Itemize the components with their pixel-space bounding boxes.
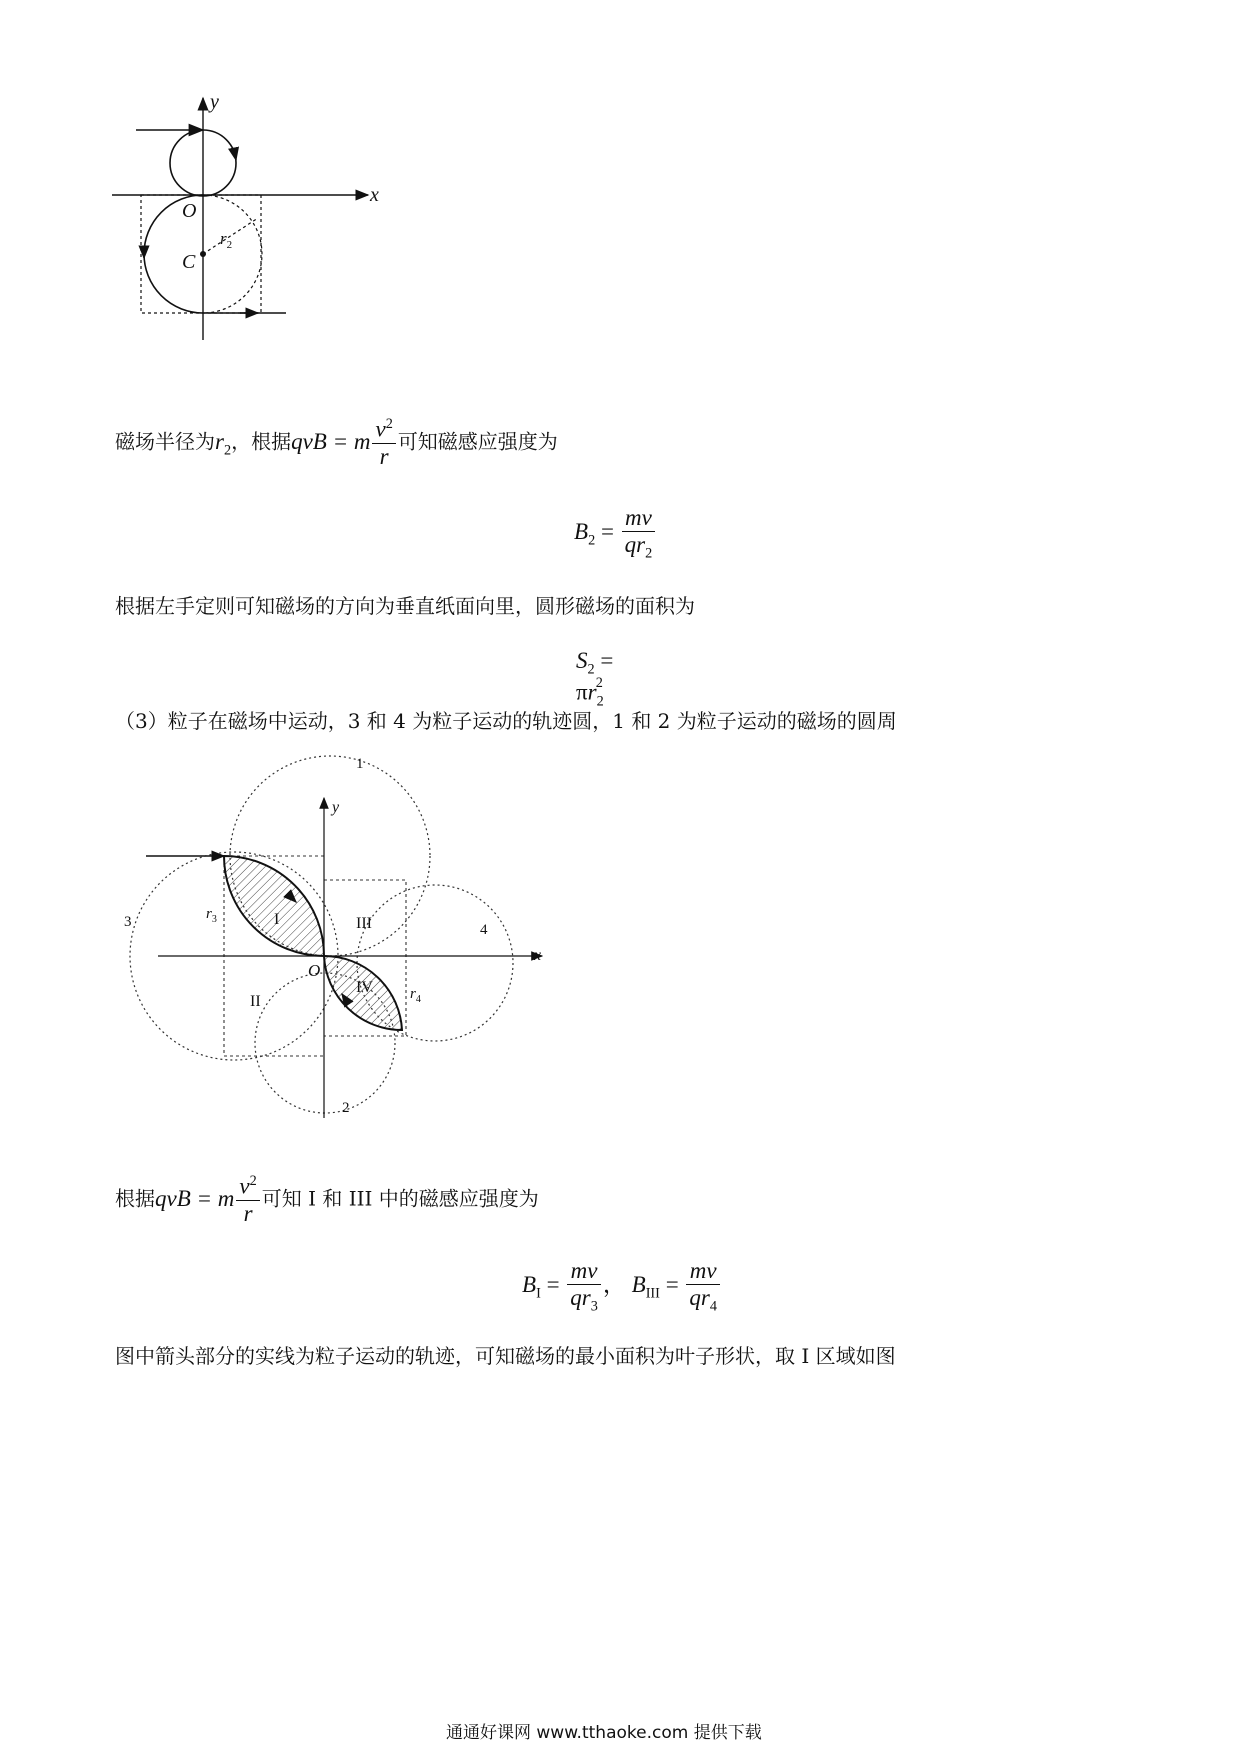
origin-label: O	[308, 961, 321, 980]
line-2: 根据左手定则可知磁场的方向为垂直纸面向里，圆形磁场的面积为	[115, 594, 695, 618]
equation-b2: $B_2$ = $\frac{mv}{qr_2}$	[574, 505, 657, 562]
center-label: C	[182, 251, 196, 273]
center-point	[200, 251, 206, 257]
line-5: 图中箭头部分的实线为粒子运动的轨迹，可知磁场的最小面积为叶子形状，取 I 区域如图	[115, 1344, 896, 1368]
line-4-text-b: 可知 I 和 III 中的磁感应强度为	[261, 1186, 539, 1211]
figure-1-trajectory-diagram	[100, 90, 400, 350]
line-1-text-b: ，根据	[231, 429, 292, 454]
y-axis-label: y	[210, 91, 219, 113]
var-r2: $r_2$	[215, 428, 232, 459]
leaf-region-I	[224, 856, 324, 956]
origin-label: O	[182, 200, 197, 222]
line-1-text-a: 磁场半径为	[115, 429, 215, 454]
radius-label-r4: $r_4$	[410, 986, 421, 1005]
x-axis-label: x	[370, 184, 379, 206]
line-4	[115, 1173, 539, 1228]
x-axis-label: x	[534, 947, 542, 964]
equation-s2: $S_2 = \pi r_2^2$	[576, 648, 614, 709]
y-axis-label: y	[332, 799, 340, 816]
line-1-text-c: 可知磁感应强度为	[397, 429, 558, 454]
equation-b1-b3: $B_I$ = $\frac{mv}{qr_3}$ ， $B_{III}$ = $\frac{mv}{qr_4}$	[522, 1258, 722, 1315]
circle-label-2: 2	[342, 1100, 350, 1116]
circle-label-1: 1	[356, 756, 364, 772]
region-label-III: III	[356, 915, 372, 932]
radius-label-r3: $r_3$	[206, 906, 217, 925]
formula-qvb: qvB = m $\frac{v^2}{r}$	[291, 429, 398, 454]
formula-qvb-2: qvB = m $\frac{v^2}{r}$	[155, 1186, 262, 1211]
line-1	[115, 416, 558, 471]
region-label-II: II	[250, 993, 261, 1010]
figure-2-leaf-regions-diagram	[110, 750, 570, 1130]
line-3: （3）粒子在磁场中运动，3 和 4 为粒子运动的轨迹圆，1 和 2 为粒子运动的磁场的圆周	[115, 709, 897, 733]
circle-label-4: 4	[480, 922, 488, 938]
region-label-IV: IV	[356, 979, 373, 996]
region-label-I: I	[274, 911, 280, 928]
page-footer: 通通好课网 www.tthaoke.com 提供下载	[446, 1723, 762, 1743]
line-4-text-a: 根据	[115, 1186, 155, 1211]
field-circle-dashed	[203, 195, 262, 313]
circle-label-3: 3	[124, 914, 132, 930]
radius-label: $r_2$	[220, 229, 233, 251]
